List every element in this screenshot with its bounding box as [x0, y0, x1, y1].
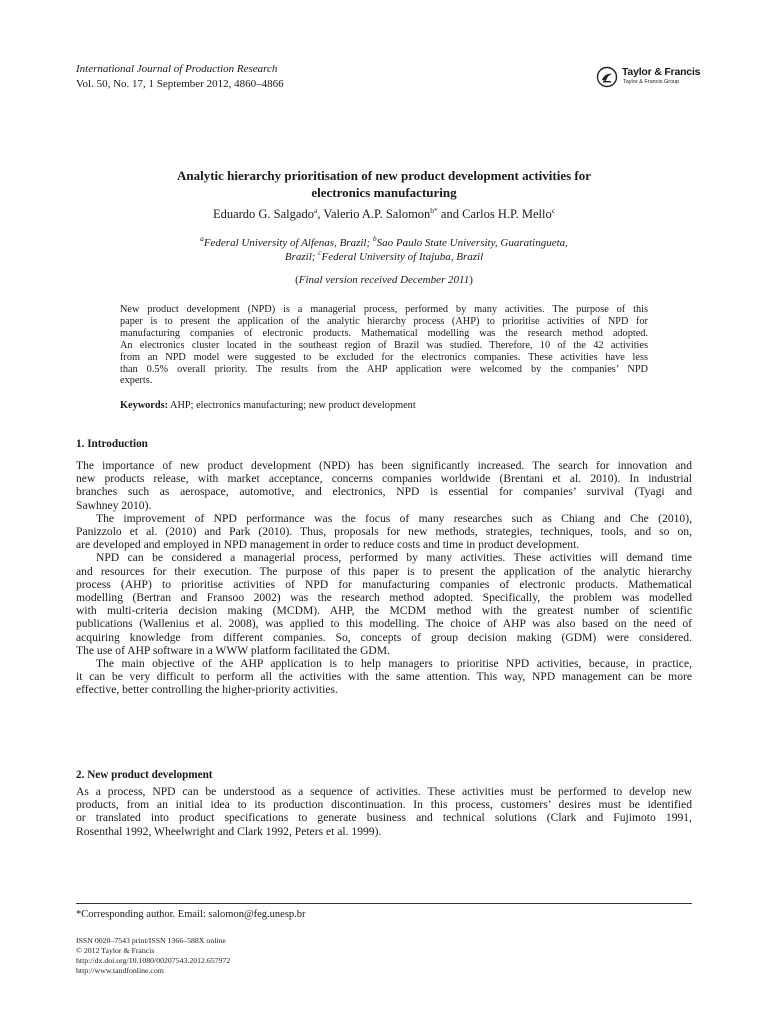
- abstract-line: experts.: [120, 375, 153, 387]
- received-text: Final version received December 2011: [298, 274, 470, 286]
- received-paren: (: [295, 274, 299, 286]
- received-date: [76, 273, 692, 287]
- abstract-line: manufacturing companies of electronic products. Mathematical modelling was the research method adopted.: [120, 327, 648, 339]
- affiliation-mark: a: [200, 234, 204, 243]
- author-name: Eduardo G. Salgado: [212, 207, 314, 221]
- abstract-line: from an NPD model were suggested to be excluded for the electronics companies. These activities have less: [120, 351, 648, 363]
- abstract-line: An electronics cluster located in the southeast region of Brazil was studied. Therefore, 10 of the 42 activities: [120, 339, 648, 351]
- body-line: or translated into product specifications to generate business and technical solutions (Clark and Fujimoto 1991,: [76, 811, 692, 825]
- author-separator: and: [437, 207, 463, 221]
- publisher-emblem-icon: [596, 66, 618, 88]
- body-line: are developed and employed in NPD management in order to reduce costs and time in product development.: [76, 538, 580, 552]
- affiliation-text: Federal University of Alfenas, Brazil;: [203, 237, 373, 249]
- section-body: [76, 785, 692, 838]
- publisher-logo: [596, 66, 706, 88]
- body-line: Sawhney 2010).: [76, 498, 152, 512]
- author-name: Valerio A.P. Salomon: [323, 207, 431, 221]
- doi-link[interactable]: http://dx.doi.org/10.1080/00207543.2012.657972: [76, 956, 231, 965]
- received-paren: ): [469, 274, 473, 286]
- affiliation-mark: b: [372, 234, 377, 243]
- title-line: Analytic hierarchy prioritisation of new product development activities for: [176, 168, 592, 183]
- website-link[interactable]: http://www.tandfonline.com: [76, 966, 164, 975]
- body-line: Panizzolo et al. (2010) and Park (2010). Thus, proposals for new methods, strategies, techniques, tools, and so on,: [76, 525, 692, 539]
- body-line: process (AHP) to prioritise activities of NPD for manufacturing companies of electronic products. Mathematical: [76, 577, 692, 591]
- body-line: As a process, NPD can be understood as a sequence of activities. These activities must be performed to develop new: [76, 785, 692, 798]
- abstract: [120, 304, 648, 387]
- abstract-line: than 0.5% overall priority. The results from the AHP application were welcomed by the companies’ NPD: [120, 363, 648, 375]
- body-line: new products release, with market acceptance, concerns companies worldwide (Brentani et al. 2010). In industrial: [76, 472, 692, 486]
- title-line: electronics manufacturing: [311, 185, 457, 200]
- affiliations: [150, 236, 618, 264]
- publisher-group: Taylor & Francis Group: [623, 79, 680, 85]
- author-affiliation-mark: b*: [430, 206, 438, 215]
- volume-info: Vol. 50, No. 17, 1 September 2012, 4860–4866: [76, 78, 284, 90]
- keywords-text: AHP; electronics manufacturing; new product development: [168, 400, 416, 411]
- affiliation-text: Sao Paulo State University, Guaratingueta,: [376, 237, 568, 249]
- body-line: and resources for their execution. The purpose of this paper is to present the application of the analytic hierarchy: [76, 564, 692, 578]
- affiliation-mark: c: [318, 248, 322, 257]
- section-body: [76, 459, 692, 697]
- section-heading: 1. Introduction: [76, 438, 148, 450]
- body-line: modelling (Bertran and Fransoo 2002) was the research method adopted. Specifically, the problem was modelled: [76, 591, 692, 605]
- copyright-line: © 2012 Taylor & Francis: [76, 946, 155, 955]
- abstract-line: New product development (NPD) is a managerial process, performed by many activities. The purpose of this: [120, 304, 648, 315]
- affiliation-text: Federal University of Itajuba, Brazil: [321, 251, 484, 263]
- publication-info: [76, 936, 230, 976]
- author-affiliation-mark: c: [551, 206, 556, 215]
- keywords-label: Keywords:: [120, 400, 169, 411]
- author-affiliation-mark: a: [313, 206, 318, 215]
- body-line: The improvement of NPD performance was the focus of many researches such as Chiang and Che (2010),: [96, 511, 692, 525]
- body-line: it can be very difficult to perform all the activities with the same attention. This way, NPD management can be more: [76, 670, 692, 684]
- body-line: The importance of new product development (NPD) has been significantly increased. The search for innovation and: [76, 459, 692, 472]
- section-heading: 2. New product development: [76, 769, 213, 781]
- body-line: The use of AHP software in a WWW platform facilitated the GDM.: [76, 643, 391, 657]
- affiliation-text: Brazil;: [284, 251, 319, 263]
- journal-name: International Journal of Production Research: [76, 63, 278, 75]
- author-separator: ,: [317, 207, 324, 221]
- footnote-divider: [76, 903, 692, 904]
- keywords: [120, 400, 648, 412]
- body-line: NPD can be considered a managerial process, performed by many activities. These activities will demand time: [96, 551, 692, 565]
- abstract-line: paper is to present the application of the analytic hierarchy process (AHP) to prioritise activities of NPD for: [120, 315, 648, 327]
- body-line: Rosenthal 1992, Wheelwright and Clark 1992, Peters et al. 1999).: [76, 824, 382, 838]
- body-line: The main objective of the AHP application is to help managers to prioritise NPD activities, because, in practice,: [96, 657, 692, 671]
- body-line: acquiring knowledge from different companies. So, concepts of group decision making (GDM) were considered.: [76, 630, 692, 644]
- author-name: Carlos H.P. Mello: [462, 207, 552, 221]
- paper-title: [100, 167, 668, 201]
- corresponding-author-footnote: *Corresponding author. Email: salomon@feg.unesp.br: [76, 909, 306, 920]
- author-list: [76, 206, 692, 222]
- body-line: effective, better controlling the higher-priority activities.: [76, 683, 338, 697]
- publisher-name: Taylor & Francis: [622, 66, 701, 78]
- body-line: products, from an initial idea to its production discontinuation. In this process, customers’ desires must be identified: [76, 798, 692, 812]
- issn-line: ISSN 0020–7543 print/ISSN 1366–588X online: [76, 936, 226, 945]
- body-line: with multi-criteria decision making (MCDM). AHP, the MCDM method with the greatest number of scientific: [76, 604, 692, 618]
- body-line: branches such as aerospace, automotive, and electronics, NPD is essential for companies’ survival (Tyagi and: [76, 485, 692, 499]
- body-line: publications (Wallenius et al. 2008), was applied to this modelling. The choice of AHP was also based on the need of: [76, 617, 692, 631]
